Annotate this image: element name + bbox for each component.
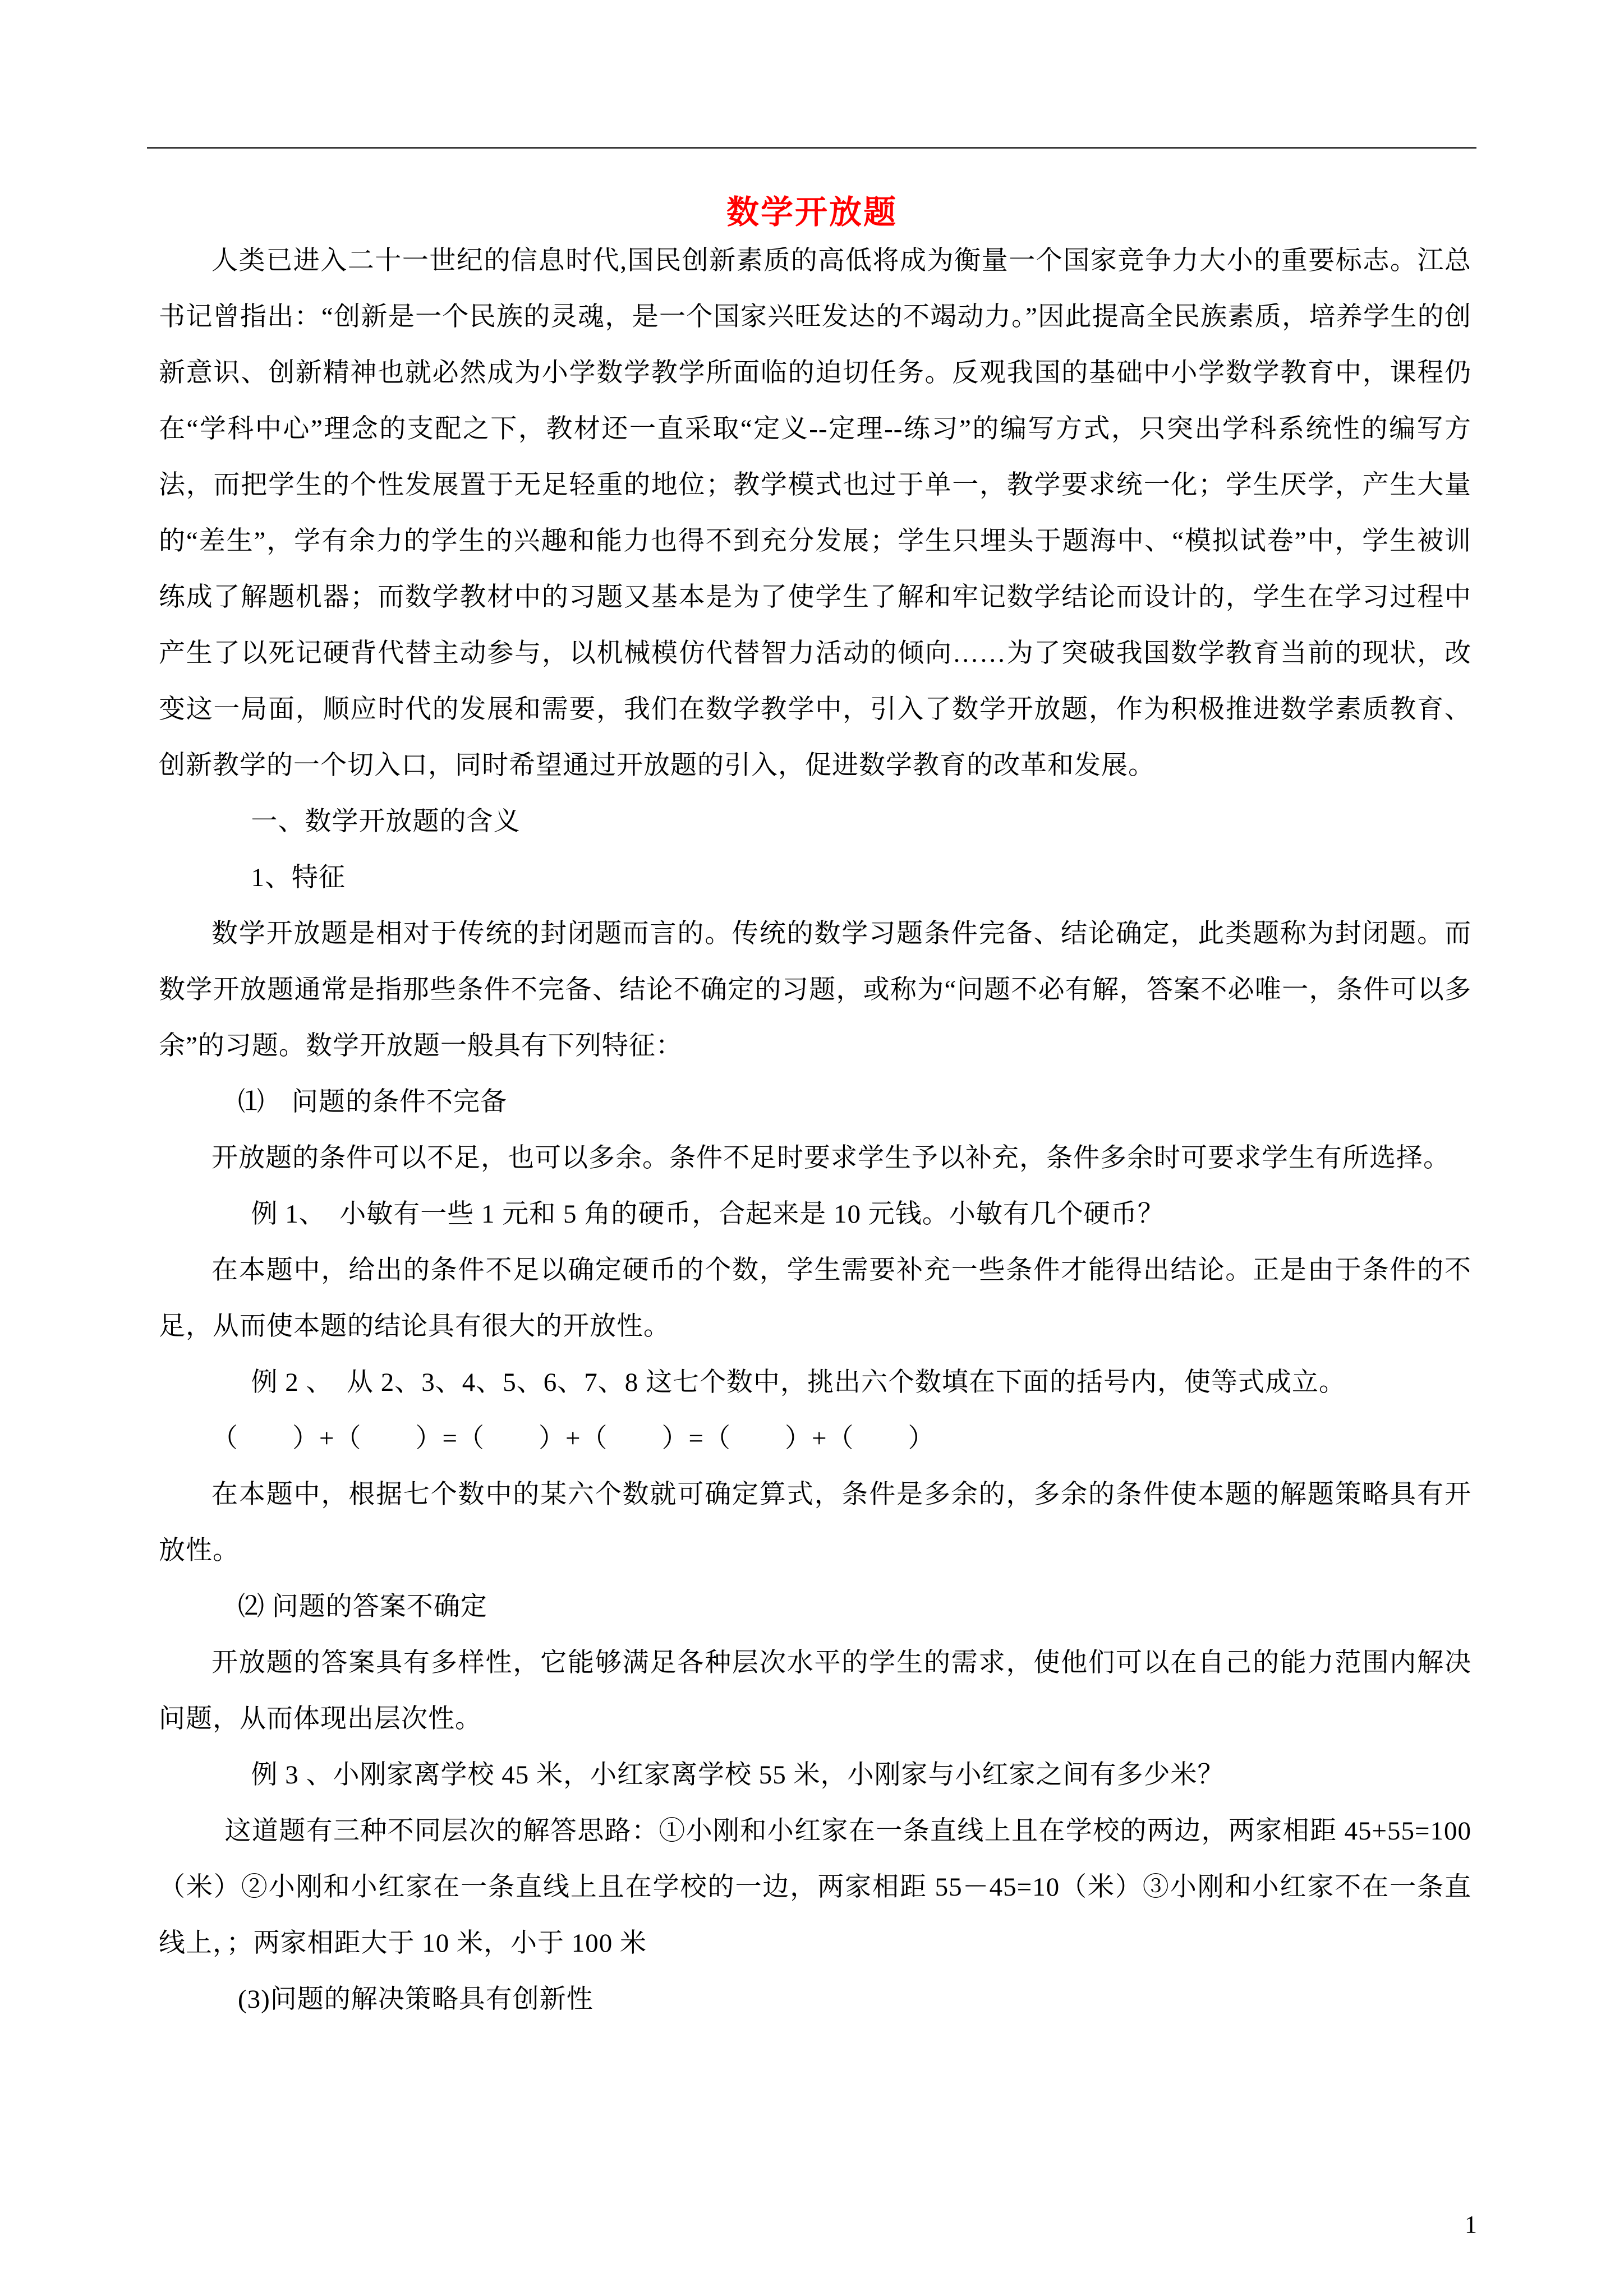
paragraph-equation-blanks: （ ）+（ ）=（ ）+（ ）=（ ）+（ ） — [211, 1424, 935, 1453]
page-number: 1 — [1465, 2211, 1477, 2238]
paragraph-example-1: 例 1、 小敏有一些 1 元和 5 角的硬币，合起来是 10 元钱。小敏有几个硬币？ — [251, 1200, 1165, 1229]
heading-section-1: 一、数学开放题的含义 — [251, 807, 521, 836]
paragraph-example-2: 例 2 、 从 2、3、4、5、6、7、8 这七个数中，挑出六个数填在下面的括号内，使等式成立。 — [251, 1368, 1346, 1397]
paragraph-feature-1: 开放题的条件可以不足，也可以多余。条件不足时要求学生予以补充，条件多余时可要求学生有所选择。 — [211, 1144, 1450, 1173]
heading-feature-2: ⑵ 问题的答案不确定 — [238, 1592, 487, 1621]
paragraph-definition: 数学开放题是相对于传统的封闭题而言的。传统的数学习题条件完备、结论确定，此类题称为封闭题。而数学开放题通常是指那些条件不完备、结论不确定的习题，或称为“问题不必有解，答案不必唯一，条件可以多余”的习题。数学开放题一般具有下列特征： — [159, 919, 1471, 1061]
heading-feature-1: ⑴ 问题的条件不完备 — [238, 1087, 507, 1117]
paragraph-example-2-note: 在本题中，根据七个数中的某六个数就可确定算式，条件是多余的，多余的条件使本题的解题策略具有开放性。 — [159, 1480, 1471, 1565]
document-body — [159, 233, 1471, 2027]
page-title: 数学开放题 — [726, 193, 898, 230]
paragraph-example-1-note: 在本题中，给出的条件不足以确定硬币的个数，学生需要补充一些条件才能得出结论。正是由于条件的不足，从而使本题的结论具有很大的开放性。 — [159, 1256, 1471, 1341]
header-rule — [147, 147, 1476, 149]
heading-feature-3: (3)问题的解决策略具有创新性 — [238, 1985, 594, 2014]
paragraph-feature-2: 开放题的答案具有多样性，它能够满足各种层次水平的学生的需求，使他们可以在自己的能力范围内解决问题，从而体现出层次性。 — [159, 1648, 1471, 1733]
paragraph-intro: 人类已进入二十一世纪的信息时代,国民创新素质的高低将成为衡量一个国家竞争力大小的重要标志。江总书记曾指出：“创新是一个民族的灵魂，是一个国家兴旺发达的不竭动力。”因此提高全民族素质，培养学生的创新意识、创新精神也就必然成为小学数学教学所面临的迫切任务。反观我国的基础中小学数学教育中，课程仍在“学科中心”理念的支配之下，教材还一直采取“定义--定理--练习”的编写方式，只突出学科系统性的编写方法，而把学生的个性发展置于无足轻重的地位；教学模式也过于单一，教学要求统一化；学生厌学，产生大量的“差生”，学有余力的学生的兴趣和能力也得不到充分发展；学生只埋头于题海中、“模拟试卷”中，学生被训练成了解题机器；而数学教材中的习题又基本是为了使学生了解和牢记数学结论而设计的，学生在学习过程中产生了以死记硬背代替主动参与，以机械模仿代替智力活动的倾向……为了突破我国数学教育当前的现状，改变这一局面，顺应时代的发展和需要，我们在数学教学中，引入了数学开放题，作为积极推进数学素质教育、创新教学的一个切入口，同时希望通过开放题的引入，促进数学教育的改革和发展。 — [159, 246, 1471, 780]
heading-features: 1、特征 — [251, 863, 346, 892]
paragraph-example-3: 例 3 、小刚家离学校 45 米，小红家离学校 55 米，小刚家与小红家之间有多少米？ — [251, 1760, 1225, 1790]
paragraph-example-3-note: 这道题有三种不同层次的解答思路：①小刚和小红家在一条直线上且在学校的两边，两家相距 45+55=100（米）②小刚和小红家在一条直线上且在学校的一边，两家相距 55－45=10（米）③小刚和小红家不在一条直线上，；两家相距大于 10 米，小于 100 米 — [159, 1816, 1471, 1958]
